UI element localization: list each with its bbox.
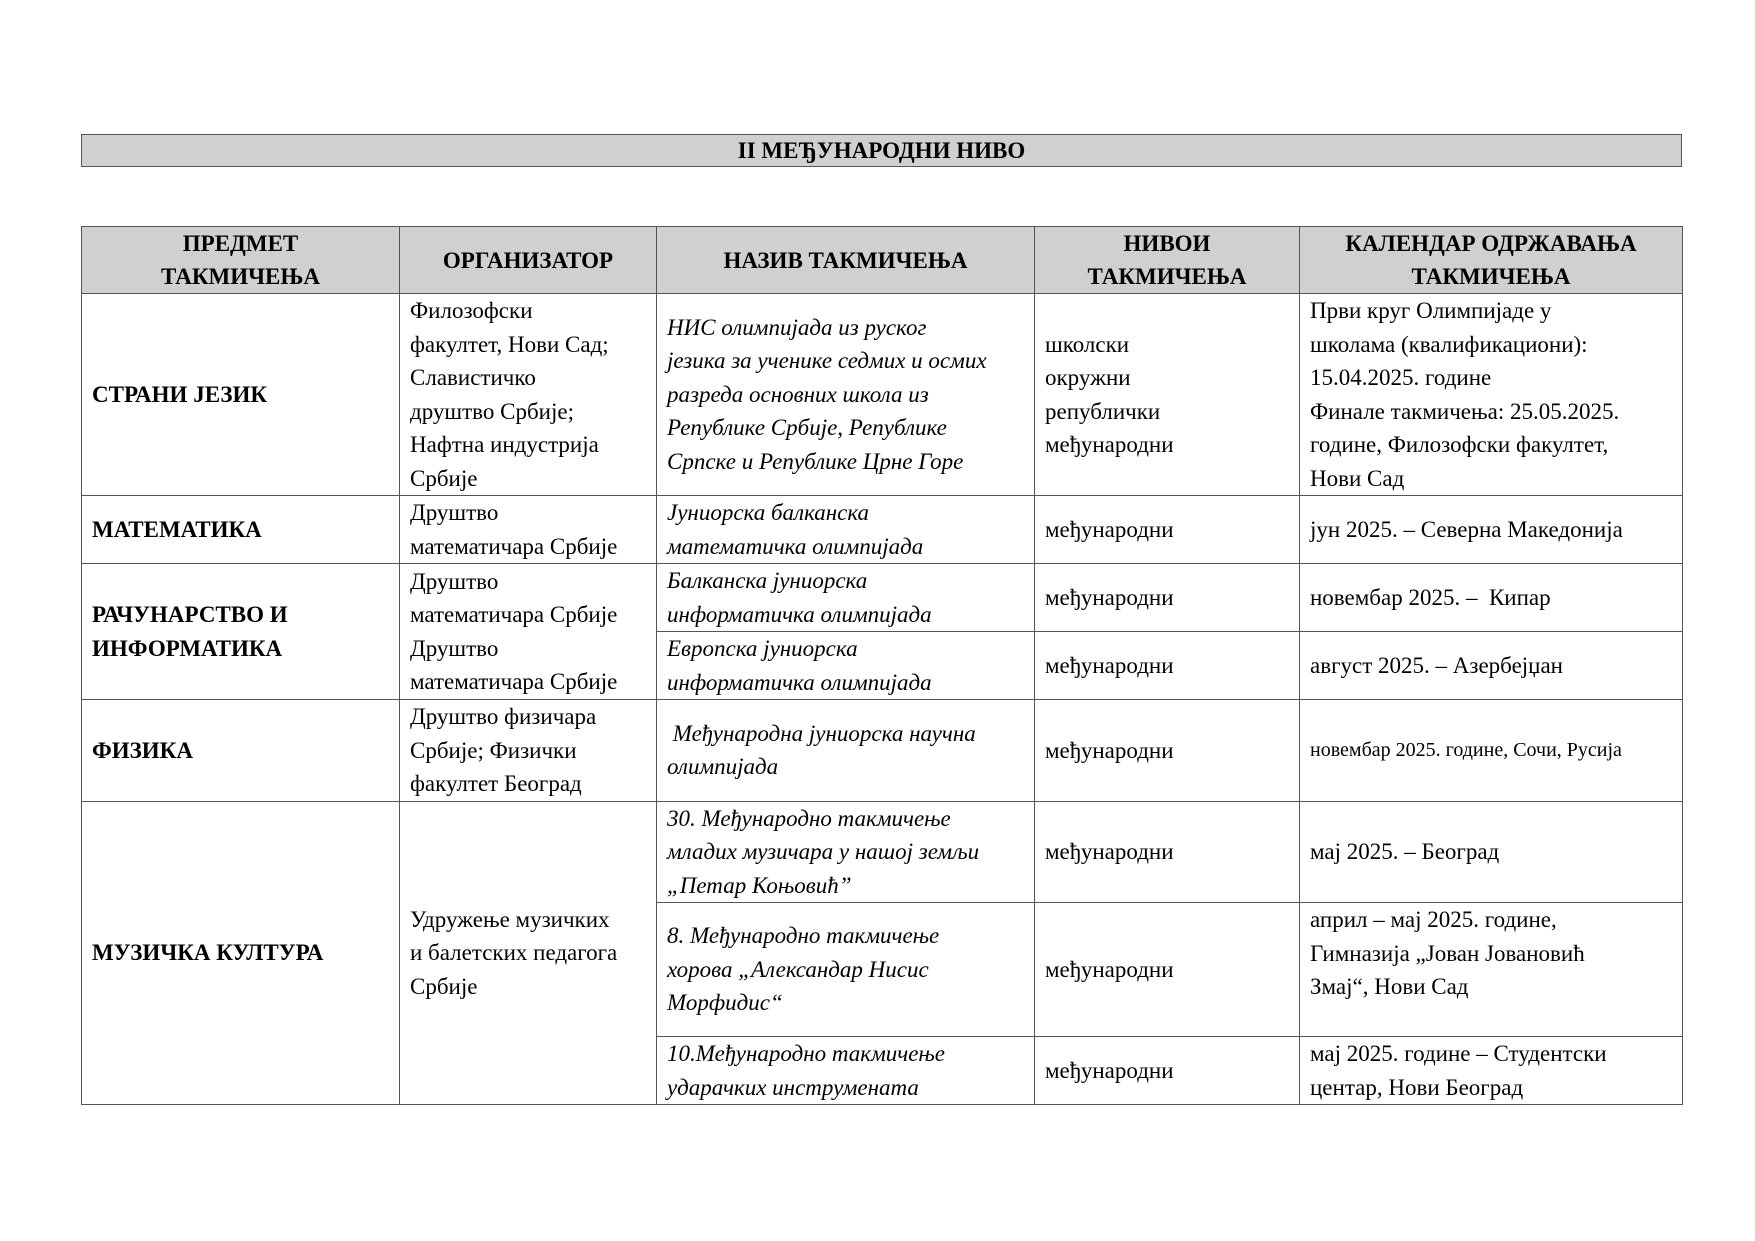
competition-cell: Балканска јуниорска информатичка олимпијада	[657, 564, 1035, 632]
level-cell: међународни	[1035, 801, 1300, 903]
level-cell: међународни	[1035, 564, 1300, 632]
header-row	[82, 227, 1683, 294]
competition-cell: 8. Међународно такмичење хорова „Александар Нисис Морфидис“	[657, 903, 1035, 1037]
competition-cell: Јуниорска балканска математичка олимпијада	[657, 496, 1035, 564]
subject-cell: СТРАНИ ЈЕЗИК	[82, 294, 400, 496]
header-subject: ПРЕДМЕТ ТАКМИЧЕЊА	[82, 227, 400, 294]
organizer-cell: Друштво математичара Србије Друштво математичара Србије	[400, 564, 657, 700]
calendar-cell: мај 2025. године – Студентски центар, Нови Београд	[1300, 1037, 1683, 1105]
table-row	[82, 564, 1683, 632]
calendar-cell: Први круг Олимпијаде у школама (квалификациони): 15.04.2025. године Финале такмичења: 25.05.2025. године, Филозофски факултет, Нови Сад	[1300, 294, 1683, 496]
competition-cell: НИС олимпијада из руског језика за ученике седмих и осмих разреда основних школа из Републике Србије, Републике Српске и Републике Црне Горе	[657, 294, 1035, 496]
header-level: НИВОИ ТАКМИЧЕЊА	[1035, 227, 1300, 294]
organizer-cell: Друштво математичара Србије	[400, 496, 657, 564]
header-calendar: КАЛЕНДАР ОДРЖАВАЊА ТАКМИЧЕЊА	[1300, 227, 1683, 294]
organizer-cell: Филозофски факултет, Нови Сад; Славистичко друштво Србије; Нафтна индустрија Србије	[400, 294, 657, 496]
level-cell: међународни	[1035, 700, 1300, 802]
table-row	[82, 801, 1683, 903]
subject-cell: РАЧУНАРСТВО И ИНФОРМАТИКА	[82, 564, 400, 700]
organizer-cell: Удружење музичких и балетских педагога Србије	[400, 801, 657, 1105]
competitions-table	[81, 226, 1683, 1105]
subject-cell: ФИЗИКА	[82, 700, 400, 802]
competition-cell: 10.Међународно такмичење ударачких инструмената	[657, 1037, 1035, 1105]
competition-cell: 30. Међународно такмичење младих музичара у нашој земљи „Петар Коњовић”	[657, 801, 1035, 903]
calendar-cell: август 2025. – Азербејџан	[1300, 632, 1683, 700]
table-row	[82, 700, 1683, 802]
level-cell: школски окружни републички међународни	[1035, 294, 1300, 496]
level-cell: међународни	[1035, 1037, 1300, 1105]
header-competition: НАЗИВ ТАКМИЧЕЊА	[657, 227, 1035, 294]
calendar-cell: новембар 2025. године, Сочи, Русија	[1300, 700, 1683, 802]
calendar-cell: мај 2025. – Београд	[1300, 801, 1683, 903]
table-row	[82, 294, 1683, 496]
section-title: II МЕЂУНАРОДНИ НИВО	[81, 134, 1682, 167]
subject-cell: МАТЕМАТИКА	[82, 496, 400, 564]
level-cell: међународни	[1035, 903, 1300, 1037]
table-row	[82, 496, 1683, 564]
header-organizer: ОРГАНИЗАТОР	[400, 227, 657, 294]
calendar-cell: новембар 2025. – Кипар	[1300, 564, 1683, 632]
competition-cell: Европска јуниорска информатичка олимпијада	[657, 632, 1035, 700]
level-cell: међународни	[1035, 496, 1300, 564]
subject-cell: МУЗИЧКА КУЛТУРА	[82, 801, 400, 1105]
calendar-cell: април – мај 2025. године, Гимназија „Јован Јовановић Змај“, Нови Сад	[1300, 903, 1683, 1037]
calendar-cell: јун 2025. – Северна Македонија	[1300, 496, 1683, 564]
competition-cell: Међународна јуниорска научна олимпијада	[657, 700, 1035, 802]
level-cell: међународни	[1035, 632, 1300, 700]
organizer-cell: Друштво физичара Србије; Физички факултет Београд	[400, 700, 657, 802]
